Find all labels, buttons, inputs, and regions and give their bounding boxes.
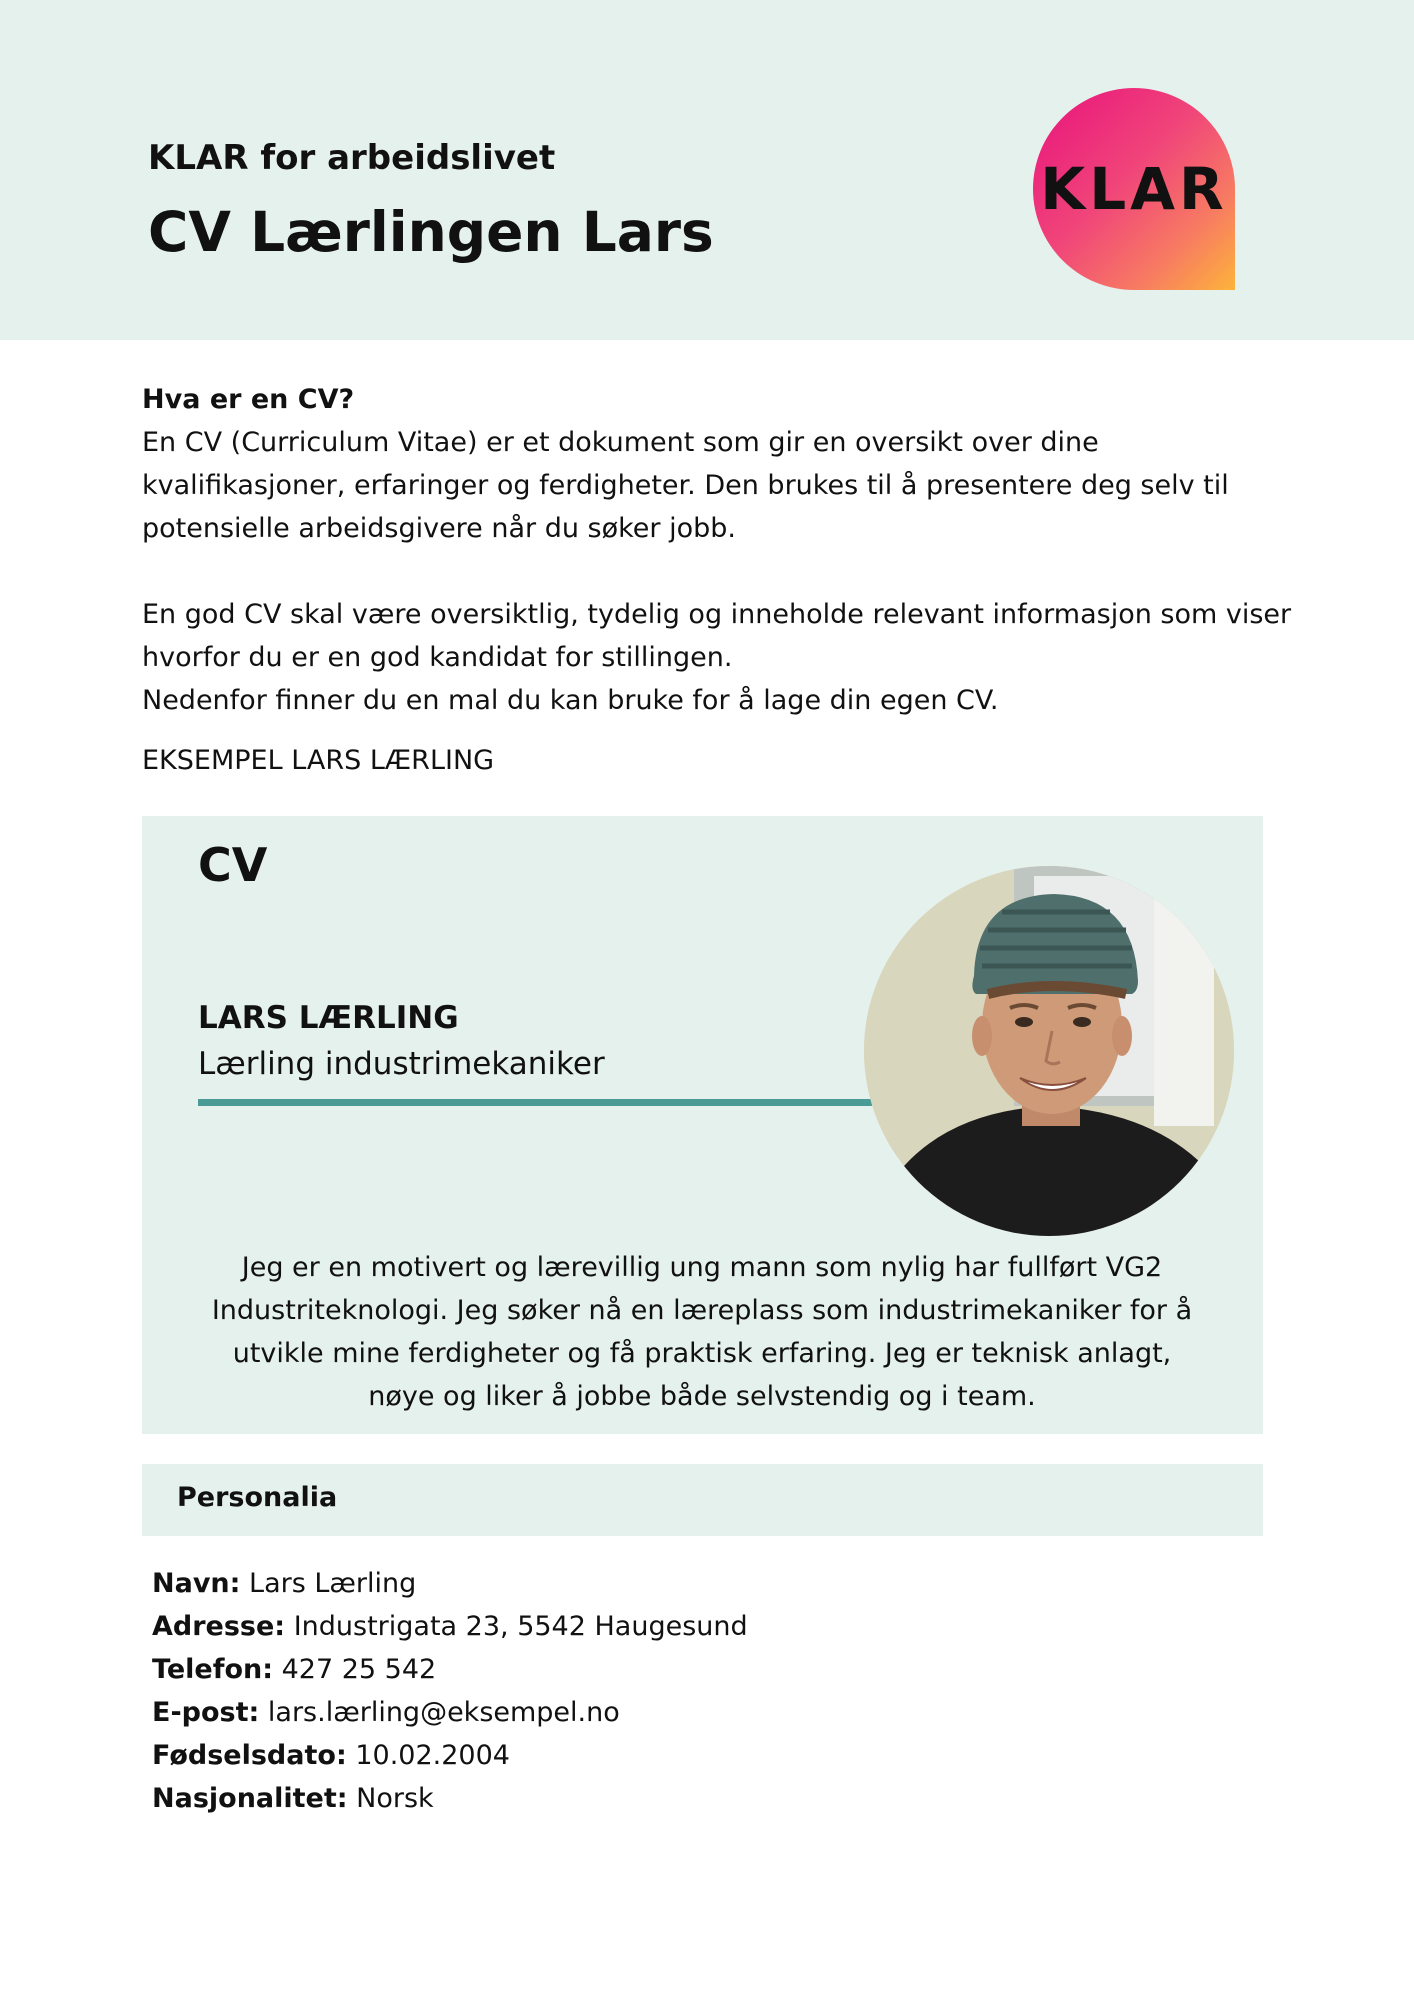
intro-paragraph-1: En CV (Curriculum Vitae) er et dokument som gir en oversikt over dine kvalifikasjoner, erfaringer og ferdigheter. Den brukes til å presentere deg selv til potensielle arbeidsgivere når du søker jobb. [142,427,1229,544]
portrait-illustration [864,866,1234,1236]
personalia-value: 10.02.2004 [355,1740,510,1771]
personalia-list [152,1562,748,1820]
personalia-header [142,1464,1263,1536]
personalia-label: Telefon: [152,1654,274,1685]
intro-paragraph-3: Nedenfor finner du en mal du kan bruke for å lage din egen CV. [142,685,999,716]
cv-accent-line [198,1099,872,1106]
page-title: CV Lærlingen Lars [148,200,714,264]
page-header [0,0,1414,340]
cv-card [142,816,1263,1434]
cv-summary: Jeg er en motivert og lærevillig ung mann som nylig har fullført VG2 Industriteknologi. Jeg søker nå en læreplass som industrimekaniker for å utvikle mine ferdigheter og få praktisk erfaring. Jeg er teknisk anlagt, nøye og liker å jobbe både selvstendig og i team. [211,1252,1193,1412]
logo-text: KLAR [1040,155,1228,223]
personalia-row-email [152,1691,748,1734]
personalia-label: Nasjonalitet: [152,1783,348,1814]
personalia-row-phone [152,1648,748,1691]
personalia-label: Navn: [152,1568,241,1599]
personalia-value: Norsk [356,1783,434,1814]
personalia-row-name [152,1562,748,1605]
personalia-row-birthdate [152,1734,748,1777]
intro-paragraph-2: En god CV skal være oversiktlig, tydelig og inneholde relevant informasjon som viser hvorfor du er en god kandidat for stillingen. [142,599,1292,673]
personalia-value: 427 25 542 [281,1654,437,1685]
personalia-label: Adresse: [152,1611,286,1642]
personalia-title: Personalia [177,1482,338,1513]
personalia-label: E-post: [152,1697,260,1728]
cv-role: Lærling industrimekaniker [198,1046,605,1082]
personalia-row-nationality [152,1777,748,1820]
personalia-value: lars.lærling@eksempel.no [267,1697,620,1728]
example-label: EKSEMPEL LARS LÆRLING [142,745,495,776]
personalia-row-address [152,1605,748,1648]
personalia-value: Industrigata 23, 5542 Haugesund [293,1611,748,1642]
avatar-photo [864,866,1234,1236]
header-subtitle: KLAR for arbeidslivet [148,138,556,178]
intro-section [142,378,1292,722]
personalia-label: Fødselsdato: [152,1740,347,1771]
cv-name: LARS LÆRLING [198,1000,459,1036]
klar-logo [1033,88,1235,290]
cv-heading: CV [198,838,268,892]
intro-question: Hva er en CV? [142,384,355,415]
personalia-value: Lars Lærling [249,1568,417,1599]
